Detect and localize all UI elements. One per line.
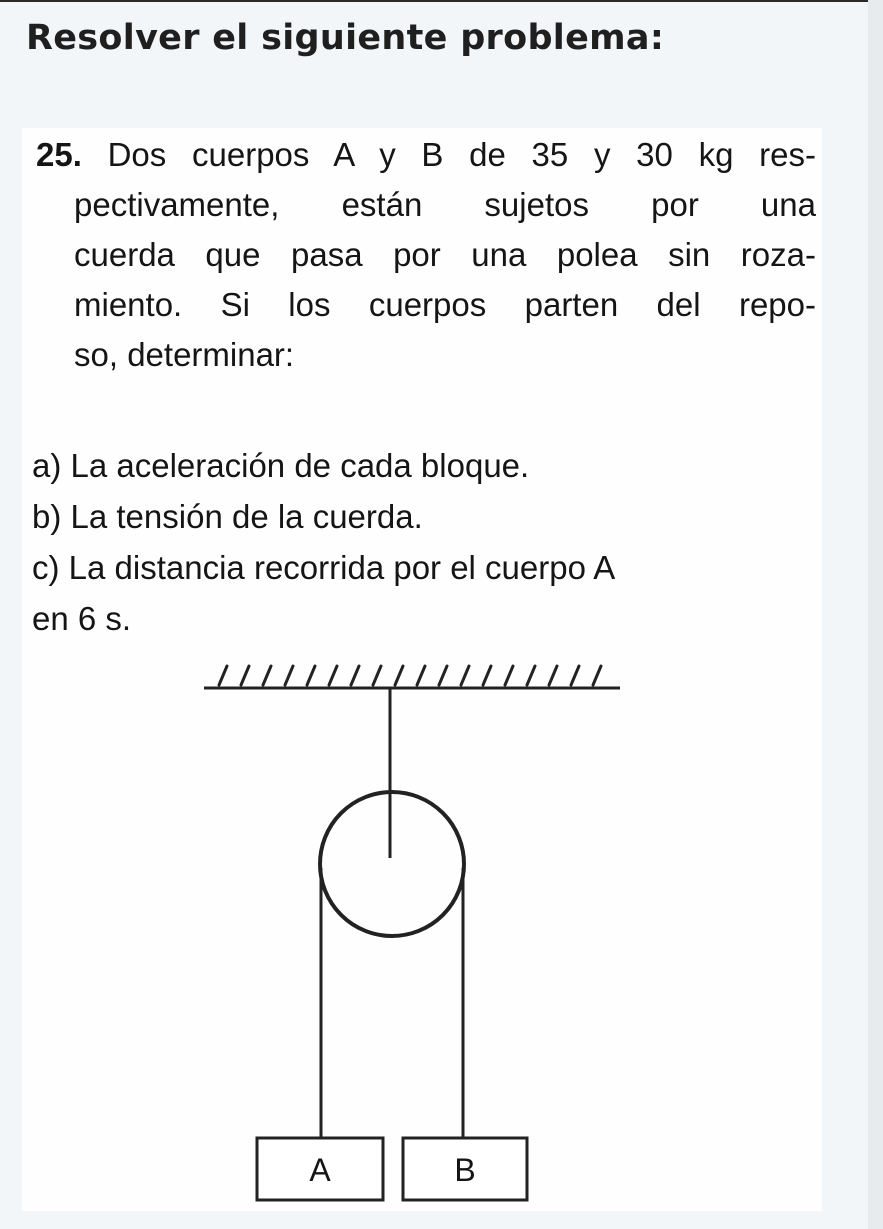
block-a-label: A [309, 1152, 331, 1188]
question-a-text: La aceleración de cada bloque. [70, 447, 530, 484]
block-b-label: B [454, 1152, 476, 1188]
scanned-problem-image [22, 128, 822, 1211]
page-heading: Resolver el siguiente problema: [26, 18, 665, 58]
ceiling-hatch [219, 666, 601, 685]
problem-line-5: so, determinar: [74, 336, 295, 373]
pulley-wheel [320, 792, 464, 936]
top-border [0, 0, 883, 2]
problem-line-2: pectivamente, están sujetos por una [74, 186, 816, 223]
question-c-label: c) [32, 549, 60, 586]
pulley-diagram [22, 128, 822, 1211]
question-c-continuation: en 6 s. [32, 600, 132, 637]
problem-line-1-text: Dos cuerpos A y B de 35 y 30 kg res- [107, 136, 817, 173]
question-c-text: La distancia recorrida por el cuerpo A [68, 549, 616, 586]
problem-line-4: miento. Si los cuerpos parten del repo- [74, 286, 816, 323]
right-edge-band [868, 0, 883, 1229]
question-b-label: b) [32, 498, 62, 535]
problem-number: 25. [36, 136, 82, 173]
question-b-text: La tensión de la cuerda. [70, 498, 423, 535]
question-a-label: a) [32, 447, 62, 484]
problem-line-3: cuerda que pasa por una polea sin roza- [74, 236, 816, 273]
